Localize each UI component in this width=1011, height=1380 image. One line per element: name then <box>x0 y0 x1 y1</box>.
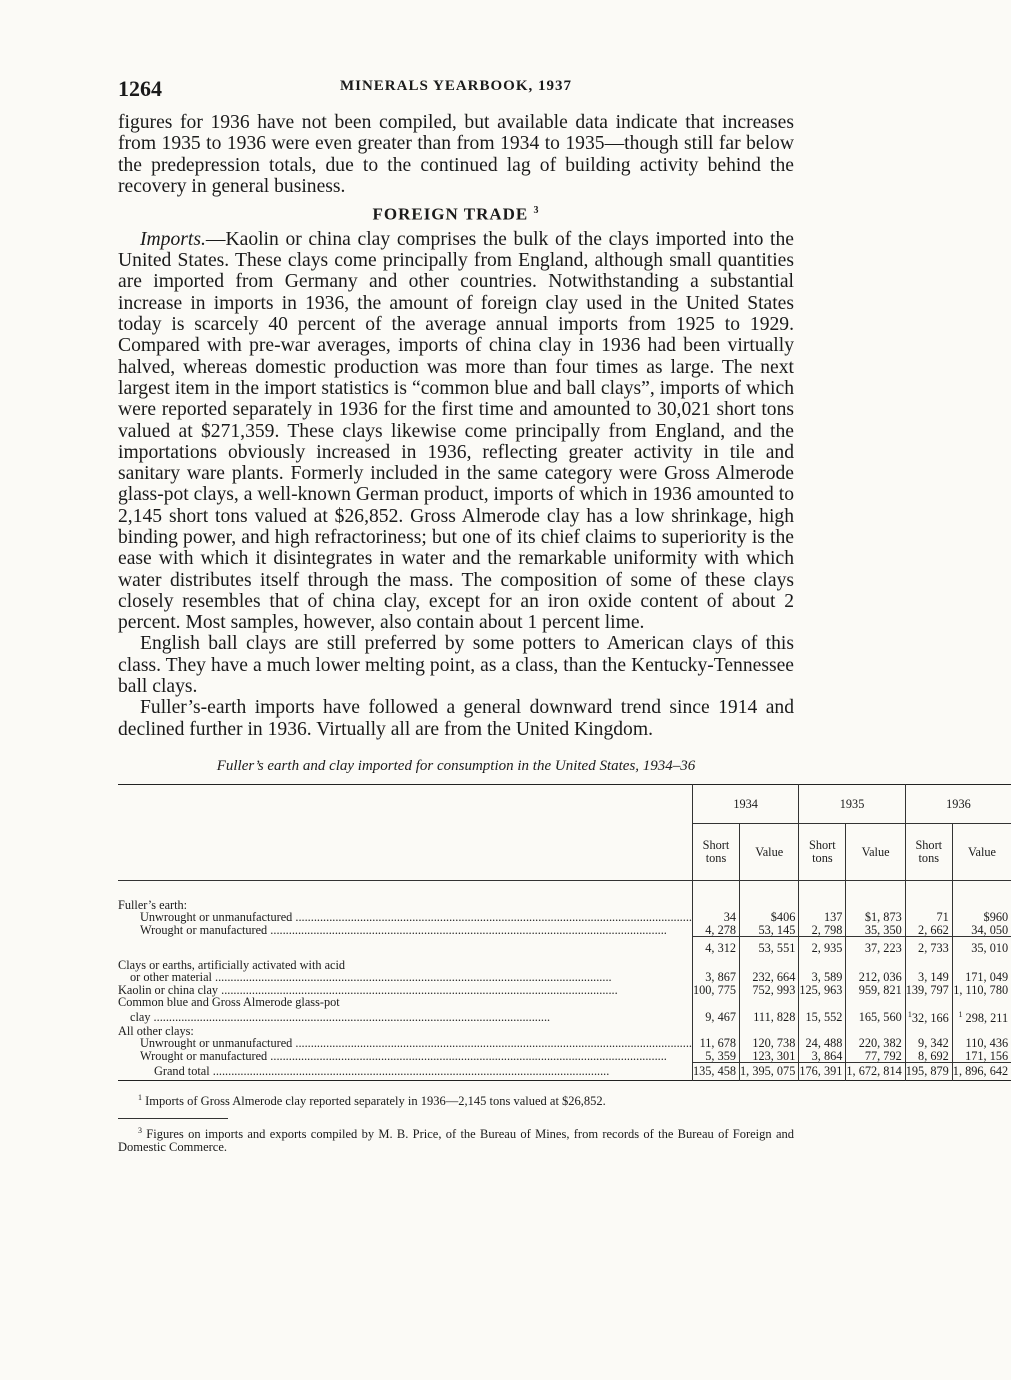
column-header-short-tons: Short tons <box>905 823 952 880</box>
imports-text: —Kaolin or china clay comprises the bulk of the clays imported into the United States. These clays come principally from England, although small quantities are imported from Germany and other countries. Notwithstanding a substantial increase in imports in 1936, the amount of foreign clay used in the United States today is scarcely 40 percent of the average annual imports from 1925 to 1929. Compared with pre-war averages, imports of china clay in 1936 had been virtually halved, whereas domestic production was more than four times as large. The next largest item in the import statistics is “common blue and ball clays”, imports of which were reported separately in 1936 for the first time and amounted to 30,021 short tons valued at $271,359. These clays likewise come principally from England, and the importations obviously increased in 1936, reflecting greater activity in tile and sanitary ware plants. Formerly included in the same category were Gross Almerode glass-pot clays, a well-known German product, imports of which in 1936 amounted to 2,145 short tons valued at $26,852. Gross Almerode clay has a low shrinkage, high binding power, and high refractoriness; but one of its chief claims to superiority is the ease with which it disintegrates in water and the remarkable uniformity with which water distributes itself through the mass. The composition of some of these clays closely resembles that of china clay, except for an iron oxide content of about 2 percent. Most samples, however, also contain about 1 percent lime. <box>118 228 794 634</box>
paragraph-ball-clays: English ball clays are still preferred by some potters to American clays of this class. They have a much lower melting point, as a class, than the Kentucky-Tennessee ball clays. <box>118 633 794 698</box>
table-cell: 1, 110, 780 <box>952 984 1011 997</box>
row-label: or other material ..... <box>130 970 612 984</box>
footnote-text: Figures on imports and exports compiled by M. B. Price, of the Bureau of Mines, from records of the Bureau of Foreign and Domestic Commerce. <box>118 1126 794 1154</box>
paragraph-continuation: figures for 1936 have not been compiled, but available data indicate that increases from 1935 to 1936 were even greater than from 1934 to 1935—though still far below the predepression totals, due to the continued lag of building activity behind the recovery in general business. <box>118 112 794 197</box>
footnote-mark: 1 <box>958 1009 963 1019</box>
year-header: 1935 <box>799 784 905 823</box>
table-cell: 3, 589 <box>799 971 846 984</box>
table-cell: 171, 156 <box>952 1050 1011 1063</box>
table-cell: 195, 879 <box>905 1063 952 1081</box>
year-header: 1934 <box>692 784 798 823</box>
footnote-divider <box>118 1118 228 1119</box>
table-cell: 53, 145 <box>740 924 799 937</box>
table-cell: 111, 828 <box>740 1009 799 1025</box>
table-row <box>118 996 1011 1009</box>
table-cell: 2, 935 <box>799 937 846 959</box>
row-label: Unwrought or unmanufactured ..... <box>140 1036 692 1050</box>
footnote-3 <box>118 1124 794 1154</box>
table-row-subtotal <box>118 937 1011 959</box>
table-cell: 11, 678 <box>692 1037 739 1050</box>
table-cell: 752, 993 <box>740 984 799 997</box>
footnote-mark: 3 <box>138 1125 142 1135</box>
table-cell: 35, 350 <box>846 924 905 937</box>
column-header-value: Value <box>740 823 799 880</box>
table-cell: 34, 050 <box>952 924 1011 937</box>
table-cell: 5, 359 <box>692 1050 739 1063</box>
table-cell: $960 <box>952 911 1011 924</box>
table-cell: 4, 312 <box>692 937 739 959</box>
table-spacer <box>118 880 1011 899</box>
row-label: Common blue and Gross Almerode glass-pot <box>118 995 340 1010</box>
section-title: FOREIGN TRADE <box>372 204 529 224</box>
table-row <box>118 1050 1011 1063</box>
row-label: Clays or earths, artificially activated with acid <box>118 957 346 972</box>
table-cell: 9, 342 <box>905 1037 952 1050</box>
row-label: Wrought or manufactured ..... <box>140 923 667 937</box>
table-cell: 4, 278 <box>692 924 739 937</box>
table-cell: 9, 467 <box>692 1009 739 1025</box>
table-cell: 35, 010 <box>952 937 1011 959</box>
table-cell: 15, 552 <box>799 1009 846 1025</box>
table-cell: 139, 797 <box>905 984 952 997</box>
table-row-grand-total <box>118 1063 1011 1081</box>
imports-table <box>118 784 1011 1081</box>
document-page <box>118 72 1009 1154</box>
footnote-mark: 1 <box>907 1009 912 1019</box>
table-cell: 77, 792 <box>846 1050 905 1063</box>
table-cell: 1, 672, 814 <box>846 1063 905 1081</box>
section-heading <box>118 199 794 227</box>
row-label: Unwrought or unmanufactured ..... <box>140 910 692 924</box>
table-cell: 1, 896, 642 <box>952 1063 1011 1081</box>
row-label: Wrought or manufactured ..... <box>140 1049 667 1063</box>
paragraph-imports <box>118 229 794 634</box>
table-cell: 220, 382 <box>846 1037 905 1050</box>
table-cell: 165, 560 <box>846 1009 905 1025</box>
table-row <box>118 924 1011 937</box>
page-number: 1264 <box>118 76 162 101</box>
table-cell: 959, 821 <box>846 984 905 997</box>
table-caption: Fuller’s earth and clay imported for consumption in the United States, 1934–36 <box>216 757 696 774</box>
table-header-years <box>118 784 1011 823</box>
row-label: clay ..... <box>130 1010 550 1024</box>
paragraph-fullers-earth: Fuller’s-earth imports have followed a general downward trend since 1914 and declined further in 1936. Virtually all are from the United Kingdom. <box>118 697 794 740</box>
table-cell: 212, 036 <box>846 971 905 984</box>
table-cell: $1, 873 <box>846 911 905 924</box>
row-heading: All other clays: <box>118 1023 194 1038</box>
table-cell: 37, 223 <box>846 937 905 959</box>
column-header-value: Value <box>846 823 905 880</box>
running-title: MINERALS YEARBOOK, 1937 <box>339 78 573 94</box>
table-cell: 34 <box>692 911 739 924</box>
table-row <box>118 1009 1011 1025</box>
year-header: 1936 <box>905 784 1011 823</box>
table-cell: 2, 733 <box>905 937 952 959</box>
table-cell: 232, 664 <box>740 971 799 984</box>
section-footnote-mark: 3 <box>533 205 540 217</box>
table-cell: $^1$32, 166 <box>905 1009 952 1025</box>
column-header-short-tons: Short tons <box>799 823 846 880</box>
table-cell: $406 <box>740 911 799 924</box>
table-cell: 71 <box>905 911 952 924</box>
table-cell: 120, 738 <box>740 1037 799 1050</box>
table-row <box>118 1037 1011 1050</box>
table-cell: 171, 049 <box>952 971 1011 984</box>
table-cell: 2, 798 <box>799 924 846 937</box>
footnote-mark: 1 <box>138 1092 142 1102</box>
table-bottom-rule <box>118 1080 1011 1081</box>
table-cell: 2, 662 <box>905 924 952 937</box>
table-cell: 100, 775 <box>692 984 739 997</box>
table-cell: 135, 458 <box>692 1063 739 1081</box>
column-header-short-tons: Short tons <box>692 823 739 880</box>
footnote-text: Imports of Gross Almerode clay reported separately in 1936—2,145 tons valued at $26,852. <box>145 1093 606 1108</box>
column-header-value: Value <box>952 823 1011 880</box>
table-cell: 125, 963 <box>799 984 846 997</box>
table-cell: 24, 488 <box>799 1037 846 1050</box>
row-label: Kaolin or china clay ..... <box>118 983 618 997</box>
page-header <box>118 72 794 112</box>
table-cell: 123, 301 <box>740 1050 799 1063</box>
table-cell: 3, 867 <box>692 971 739 984</box>
table-cell: $^1$ 298, 211 <box>952 1009 1011 1025</box>
table-cell: 53, 551 <box>740 937 799 959</box>
footnote-1 <box>138 1091 794 1108</box>
row-heading: Fuller’s earth: <box>118 897 188 912</box>
table-cell: 110, 436 <box>952 1037 1011 1050</box>
table-cell: 1, 395, 075 <box>740 1063 799 1081</box>
row-label: Grand total ..... <box>154 1064 609 1078</box>
table-cell: 8, 692 <box>905 1050 952 1063</box>
table-cell: 3, 149 <box>905 971 952 984</box>
table-cell: 137 <box>799 911 846 924</box>
table-cell: 176, 391 <box>799 1063 846 1081</box>
stub-header <box>118 784 692 880</box>
table-cell: 3, 864 <box>799 1050 846 1063</box>
imports-lead: Imports. <box>140 228 206 250</box>
